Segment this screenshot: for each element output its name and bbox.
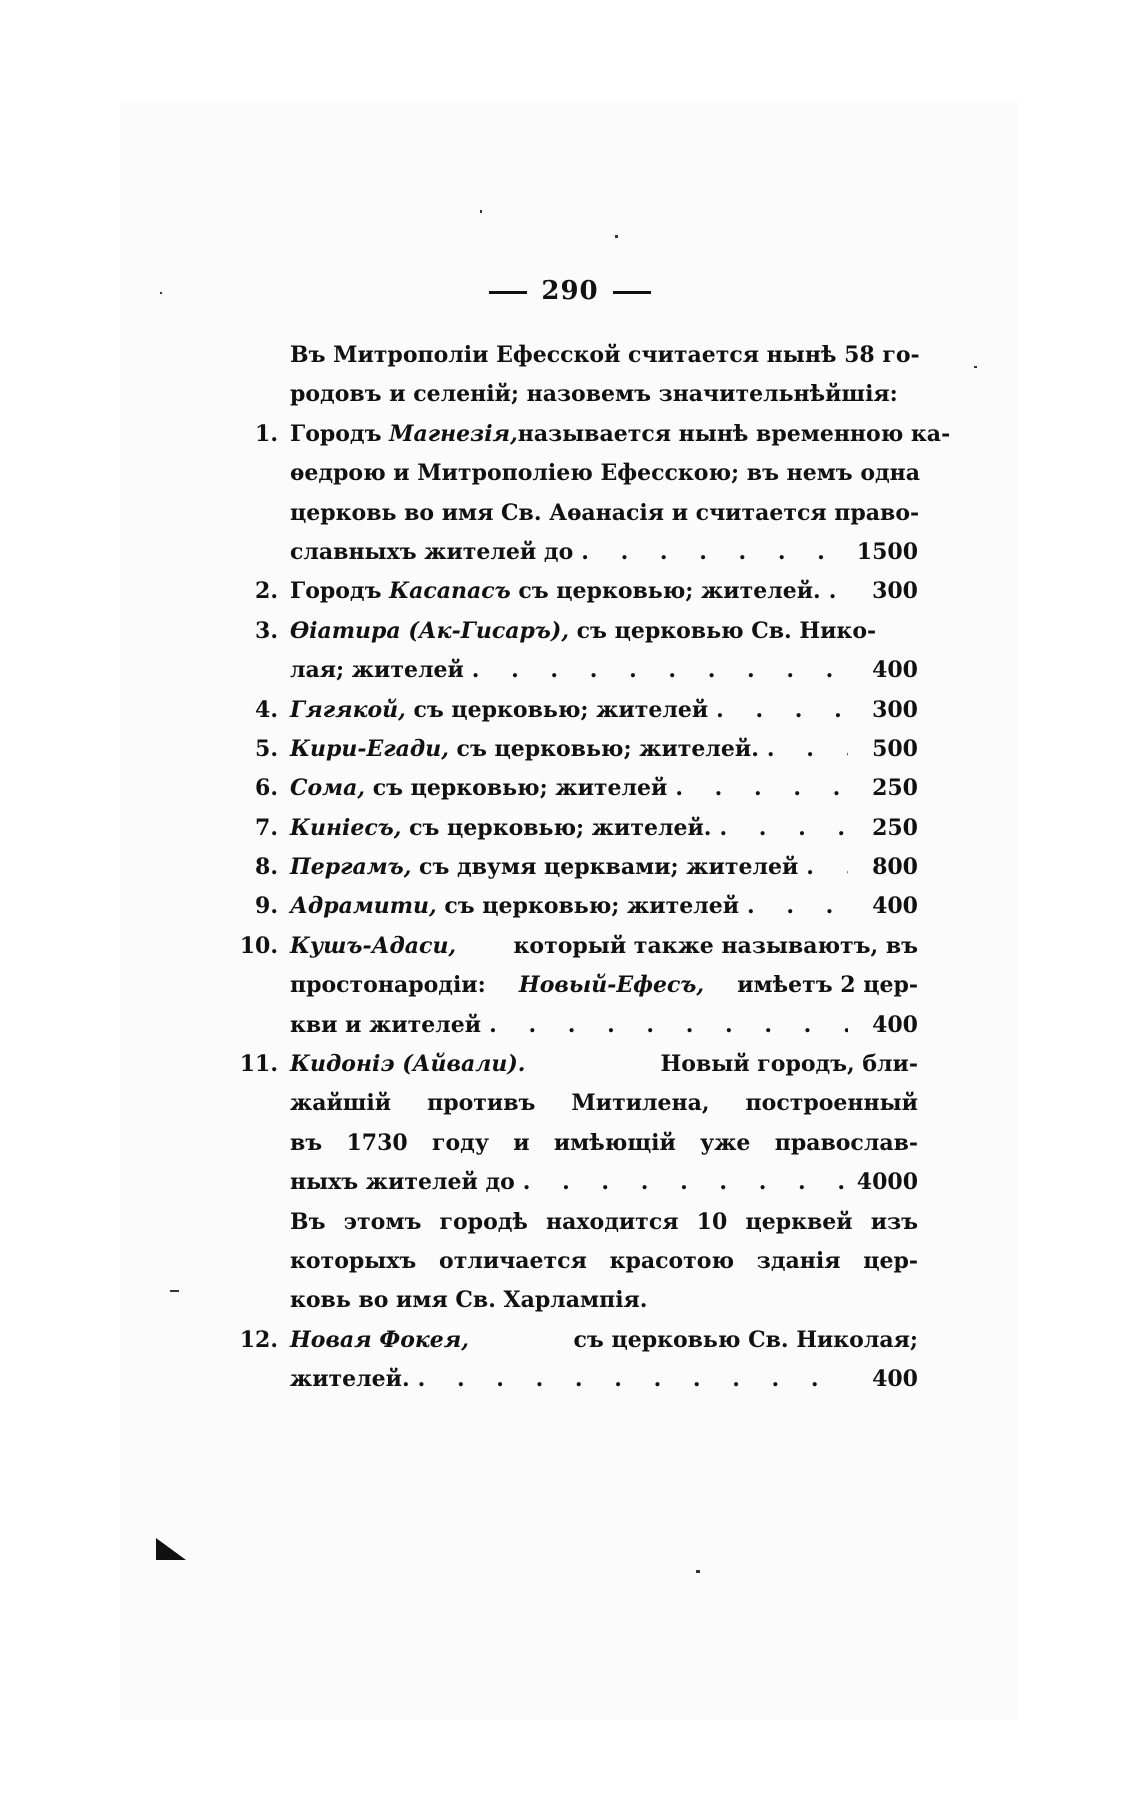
entry-12 — [239, 1321, 918, 1400]
entry-text: съ церковью; жителей — [372, 775, 668, 802]
entry-value: 1500 — [856, 538, 918, 565]
entry-number: 7. — [255, 814, 278, 841]
dot-leader — [747, 887, 848, 926]
entry-value: 500 — [872, 735, 918, 762]
entry-text: кви и жителей — [290, 1011, 482, 1038]
entry-value: 400 — [872, 893, 918, 920]
entry-name: Кушъ-Адаси, — [290, 932, 457, 959]
entry-number: 5. — [255, 735, 278, 762]
entry-text: славныхъ жителей до — [290, 538, 574, 565]
entry-value: 400 — [872, 657, 918, 684]
page-number: 290 — [0, 276, 1140, 306]
entry-7 — [255, 809, 918, 848]
entry-8 — [255, 848, 918, 887]
dot-leader — [523, 1163, 848, 1202]
entry-10 — [239, 927, 918, 1045]
dot-leader — [806, 848, 848, 887]
entry-number: 11. — [239, 1051, 278, 1078]
entry-text: съ двумя церквами; жителей — [419, 854, 799, 881]
entry-text: жителей. — [290, 1366, 410, 1393]
entry-number: 9. — [255, 893, 278, 920]
entry-2 — [255, 572, 918, 611]
entry-text: съ церковью Св. Николая; — [573, 1326, 918, 1353]
entry-name: Киніесъ, — [290, 814, 402, 841]
entry-value: 4000 — [856, 1169, 918, 1196]
dot-leader — [418, 1360, 848, 1399]
entry-name: Гягякой, — [290, 696, 406, 723]
entry-number: 6. — [255, 775, 278, 802]
entry-value: 300 — [872, 578, 918, 605]
entry-value: 400 — [872, 1011, 918, 1038]
entry-5 — [255, 730, 918, 769]
dot-leader — [767, 730, 848, 769]
entry-number: 4. — [255, 696, 278, 723]
scan-speck — [974, 366, 977, 368]
entry-6 — [255, 769, 918, 808]
entry-name: Новый-Ефесъ, — [518, 972, 704, 999]
entry-text: Новый городъ, бли- — [660, 1051, 918, 1078]
entry-name: Кидоніэ (Айвали). — [290, 1051, 526, 1078]
entry-4 — [255, 691, 918, 730]
entry-name: Пергамъ, — [290, 854, 412, 881]
entry-text: жайшій противъ Митилена, построенный — [290, 1090, 918, 1117]
entry-3 — [255, 612, 918, 691]
entry-1 — [255, 415, 951, 573]
entry-text: въ 1730 году и имѣющій уже православ- — [290, 1129, 918, 1156]
entry-text: съ церковью; жителей. — [409, 814, 712, 841]
entry-text: съ церковью; жителей — [444, 893, 740, 920]
intro-line-2: родовъ и селеній; назовемъ значительнѣйшія: — [290, 381, 898, 408]
entry-prefix: Городъ — [290, 420, 382, 447]
entry-number: 3. — [255, 617, 278, 644]
entry-text: съ церковью; жителей — [413, 696, 709, 723]
entry-value: 250 — [872, 775, 918, 802]
entry-name: Адрамити, — [290, 893, 437, 920]
entry-9 — [255, 887, 918, 926]
dash-left — [489, 291, 527, 294]
entry-number: 8. — [255, 854, 278, 881]
entry-number: 1. — [255, 420, 278, 447]
entry-name: Новая Фокея, — [290, 1326, 469, 1353]
entry-name: Кири-Егади, — [290, 735, 449, 762]
corner-mark — [156, 1538, 186, 1560]
entry-text: простонародіи: — [290, 972, 486, 999]
scan-speck — [170, 1290, 179, 1292]
entry-text: церковь во имя Св. Аѳанасія и считается право- — [290, 499, 920, 526]
entry-text: который также называютъ, въ — [513, 932, 918, 959]
dash-right — [613, 291, 651, 294]
entry-value: 400 — [872, 1366, 918, 1393]
entry-name: Касапасъ — [389, 578, 511, 605]
entry-text: съ церковью; жителей. — [518, 578, 821, 605]
entry-number: 2. — [255, 578, 278, 605]
dot-leader — [581, 533, 848, 572]
dot-leader — [675, 769, 848, 808]
dot-leader — [716, 691, 848, 730]
entry-value: 250 — [872, 814, 918, 841]
entry-number: 12. — [239, 1326, 278, 1353]
body-text — [239, 336, 951, 1400]
entry-name: Магнезія, — [389, 420, 518, 447]
scan-speck — [696, 1570, 700, 1573]
entry-text: ныхъ жителей до — [290, 1169, 515, 1196]
entry-prefix: Городъ — [290, 578, 382, 605]
scan-speck — [615, 235, 618, 238]
entry-value: 300 — [872, 696, 918, 723]
scan-speck — [160, 292, 162, 294]
entry-text: ѳедрою и Митрополіею Ефесскою; въ немъ одна — [290, 460, 921, 487]
entry-text: имѣетъ 2 цер- — [737, 972, 918, 999]
entry-text: называется нынѣ временною ка- — [517, 420, 951, 447]
entry-text: съ церковью; жителей. — [456, 735, 759, 762]
entry-text: съ церковью Св. Нико- — [576, 617, 877, 644]
entry-text: лая; жителей — [290, 657, 464, 684]
entry-note: Въ этомъ городѣ находится 10 церквей изъ — [290, 1208, 918, 1235]
dot-leader — [489, 1006, 848, 1045]
entry-11 — [239, 1045, 918, 1321]
scan-speck — [480, 210, 482, 213]
dot-leader — [829, 572, 848, 611]
entry-note: которыхъ отличается красотою зданія цер- — [290, 1247, 918, 1274]
entry-note: ковь во имя Св. Харлампія. — [290, 1287, 648, 1314]
entry-name: Сома, — [290, 775, 366, 802]
entry-value: 800 — [872, 854, 918, 881]
entry-number: 10. — [239, 932, 278, 959]
intro-line-1: Въ Митрополіи Ефесской считается нынѣ 58 го- — [290, 342, 920, 368]
dot-leader — [719, 809, 848, 848]
dot-leader — [472, 651, 848, 690]
entry-name: Ѳіатира (Ак-Гисаръ), — [290, 617, 569, 644]
